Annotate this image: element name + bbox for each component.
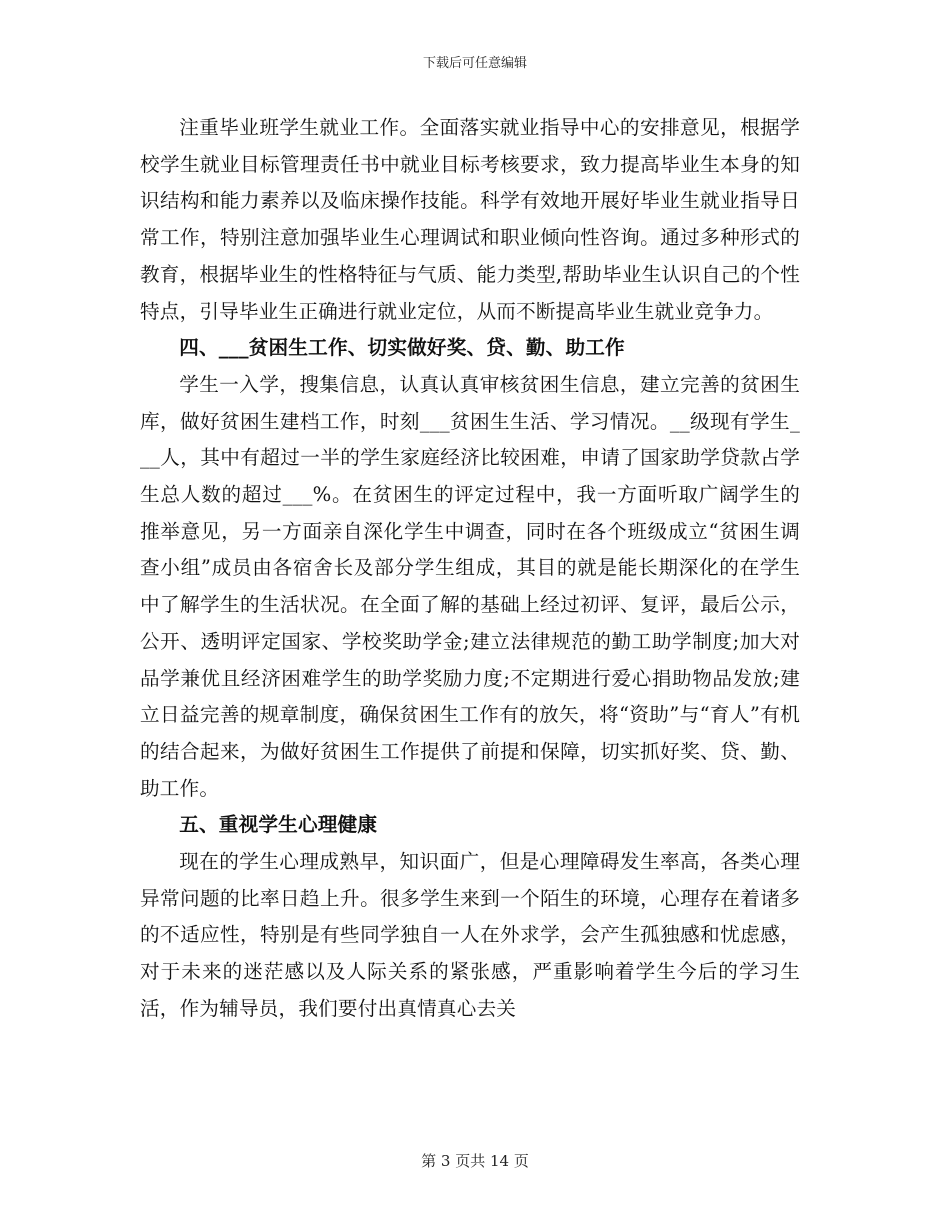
- page-footer: 第 3 页共 14 页: [421, 1152, 529, 1170]
- paragraph-employment: 注重毕业班学生就业工作。全面落实就业指导中心的安排意见，根据学校学生就业目标管理责任书中就业目标考核要求，致力提高毕业生本身的知识结构和能力素养以及临床操作技能。科学有效地开展好毕业生就业指导日常工作，特别注意加强毕业生心理调试和职业倾向性咨询。通过多种形式的教育，根据毕业生的性格特征与气质、能力类型,帮助毕业生认识自己的个性特点，引导毕业生正确进行就业定位，从而不断提高毕业生就业竞争力。: [140, 116, 800, 323]
- section-heading-4: 四、___贫困生工作、切实做好奖、贷、勤、助工作: [179, 336, 625, 360]
- document-body: [140, 110, 800, 1028]
- section-heading-5: 五、重视学生心理健康: [179, 813, 378, 837]
- page-header: 下载后可任意编辑: [422, 56, 527, 71]
- paragraph-mental-health: 现在的学生心理成熟早，知识面广，但是心理障碍发生率高，各类心理异常问题的比率日趋上升。很多学生来到一个陌生的环境，心理存在着诸多的不适应性，特别是有些同学独自一人在外求学，会产生孤独感和忧虑感，对于未来的迷茫感以及人际关系的紧张感，严重影响着学生今后的学习生活，作为辅导员，我们要付出真情真心去关: [140, 850, 800, 1020]
- paragraph-poverty-aid: 学生一入学，搜集信息，认真认真审核贫困生信息，建立完善的贫困生库，做好贫困生建档工作，时刻___贫困生生活、学习情况。__级现有学生___人，其中有超过一半的学生家庭经济比较困难，申请了国家助学贷款占学生总人数的超过___%。在贫困生的评定过程中，我一方面听取广阔学生的推举意见，另一方面亲自深化学生中调查，同时在各个班级成立“贫困生调查小组”成员由各宿舍长及部分学生组成，其目的就是能长期深化的在学生中了解学生的生活状况。在全面了解的基础上经过初评、复评，最后公示，公开、透明评定国家、学校奖助学金;建立法律规范的勤工助学制度;加大对品学兼优且经济困难学生的助学奖励力度;不定期进行爱心捐助物品发放;建立日益完善的规章制度，确保贫困生工作有的放矢，将“资助”与“育人”有机的结合起来，为做好贫困生工作提供了前提和保障，切实抓好奖、贷、勤、助工作。: [140, 372, 800, 800]
